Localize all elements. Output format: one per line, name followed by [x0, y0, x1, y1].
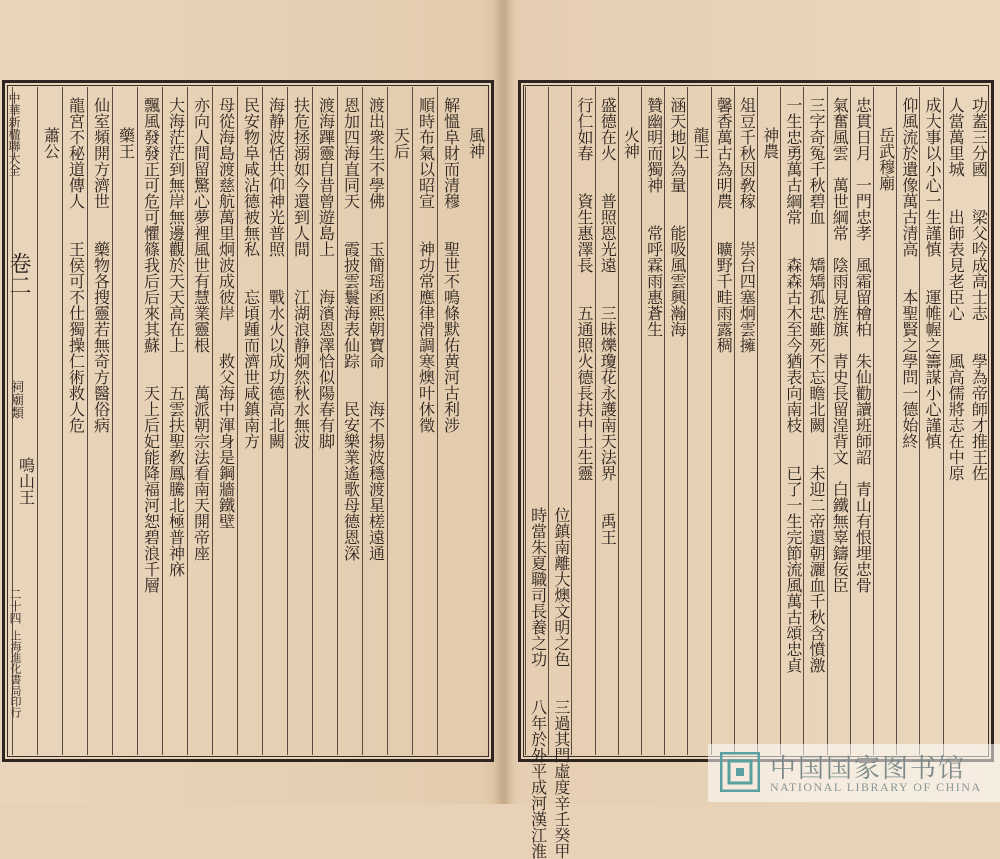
left-column-text: 飄風發發正可危可懼篠我后后來其蘇 天上后妃能降福河恕碧浪千層 [141, 97, 161, 593]
right-column [525, 87, 548, 859]
left-column-text: 大海茫茫到無岸無邊觀於天天高在上 五雲扶聖敎鳳騰北極普神庥 [166, 97, 186, 577]
spine-section: 祠廟類 [8, 380, 23, 419]
right-column-text: 俎豆千秋因敎稼 崇台四塞炯雲擁 [737, 97, 757, 353]
watermark-chinese: 中国国家图书馆 [770, 754, 967, 784]
left-column-text: 藥王 [116, 127, 136, 159]
left-column-text: 鳴山王 [16, 457, 36, 505]
right-column [687, 87, 710, 755]
left-column [287, 87, 312, 755]
left-column-text: 扶危拯溺如今還到人間 江湖浪静炯然秋水無波 [291, 97, 311, 449]
right-column-text: 龍王 [691, 127, 711, 159]
left-column-text: 海静波恬共仰神光普照 戰水火以成功德高北闕 [266, 97, 286, 449]
right-column-text: 成大事以小心一生謹慎 運帷幄之籌謀小心謹慎 [923, 97, 943, 449]
left-column-text: 風神 [466, 127, 486, 159]
right-column-text: 贊幽明而獨神 常呼霖雨惠蒼生 [644, 97, 664, 337]
right-column-text: 氣奮風雲 萬世綱常 陰雨見旌旗 青史長留湟背文 白鐵無辜鑄佞臣 [830, 97, 850, 593]
right-column [641, 87, 664, 755]
right-column [827, 87, 850, 755]
left-column [212, 87, 237, 755]
right-column [734, 87, 757, 755]
watermark-english: NATIONAL LIBRARY OF CHINA [770, 780, 982, 794]
right-column-text: 一生忠勇萬古綱常 森森古木至今猶表向南枝 已了一生完節流風萬古頌忠貞 [783, 97, 803, 673]
right-column [896, 87, 919, 755]
left-column [262, 87, 287, 755]
left-column [62, 87, 87, 755]
right-column-text: 時當朱夏職司長養之功 八年於外平成河漢江淮 [528, 507, 548, 859]
right-column-text: 盛德在火 普照恩光遠 三昧爍瓊花永護南天法界 禹王 [598, 97, 618, 545]
right-column-text: 人當萬里城 出師表見老臣心 風高儒將志在中原 [946, 97, 966, 481]
left-column [112, 87, 137, 755]
left-column [337, 87, 362, 755]
left-column-text: 渡出衆生不學佛 玉簡瑶函熙朝寶命 海不揚波穩渡星槎遠通 [366, 97, 386, 561]
right-column-text: 馨香萬古為明農 曠野千畦雨露稠 [714, 97, 734, 353]
right-column [780, 87, 803, 755]
left-column-text: 仙室頻開方濟世 藥物各搜靈若無奇方醫俗病 [91, 97, 111, 433]
left-column [137, 87, 162, 755]
right-column [850, 87, 873, 755]
left-column [387, 87, 412, 755]
left-column-text: 渡海蹕靈自昔曾遊島上 海濱恩澤恰似陽春有脚 [316, 97, 336, 449]
left-column [412, 87, 437, 755]
right-column [711, 87, 734, 755]
right-column-text: 神農 [760, 127, 780, 159]
library-logo-icon [720, 752, 760, 792]
left-page-frame [2, 80, 494, 762]
spine-series-title: 中華新楹聯大全 [7, 92, 21, 176]
left-column-text: 解慍阜財而清穆 聖世不鳴條默佑黄河古利涉 [441, 97, 461, 433]
right-column [664, 87, 687, 755]
spine-volume: 卷二 [6, 252, 31, 296]
left-column-text: 母從海島渡慈航萬里炯波成彼岸 救父海中渾身是鋼牆鐵壁 [216, 97, 236, 529]
right-column-text: 仰風流於遺像萬古清高 本聖賢之學問一德始終 [899, 97, 919, 449]
left-column-text: 天后 [391, 127, 411, 159]
left-column-text: 龍宮不秘道傳人 王侯可不仕獨操仁術救人危 [66, 97, 86, 433]
library-watermark [708, 744, 1000, 802]
right-column [595, 87, 618, 755]
right-column [803, 87, 826, 755]
left-column-text: 恩加四海直同天 霞披雲鬟海表仙踪 民安樂業遙歌母德恩深 [341, 97, 361, 561]
left-column [437, 87, 462, 755]
left-page [0, 0, 496, 804]
spine-publisher: 上海進化書局印行 [9, 630, 22, 718]
left-column [312, 87, 337, 755]
spine-page-number: 二十四 [8, 588, 22, 624]
right-column-text: 火神 [621, 127, 641, 159]
right-column-text: 三字奇冤千秋碧血 矯矯孤忠雖死不忘瞻北闕 未迎二帝還朝灑血千秋含憤激 [807, 97, 827, 673]
left-column-text: 亦向人間留驚心夢裡風世有慧業靈根 萬派朝宗法看南天開帝座 [191, 97, 211, 561]
left-column [463, 87, 487, 755]
right-column [548, 87, 571, 859]
right-column [919, 87, 942, 755]
right-column-text: 涵天地以為量 能吸風雲興瀚海 [667, 97, 687, 337]
right-column [943, 87, 966, 755]
left-column [237, 87, 262, 755]
right-column [757, 87, 780, 755]
right-column [618, 87, 641, 755]
left-column-text: 蕭公 [41, 127, 61, 159]
left-column [362, 87, 387, 755]
right-column [967, 87, 989, 755]
left-column-text: 順時布氣以昭宣 神功常應律滑調寒燠叶休徵 [416, 97, 436, 433]
left-column [162, 87, 187, 755]
right-column-text: 位鎮南離大燠文明之色 三過其門虛度辛壬癸甲 [551, 507, 571, 859]
left-column [87, 87, 112, 755]
left-column-text: 民安物阜咸沾德被無私 忘頃踵而濟世咸鎮南方 [241, 97, 261, 449]
right-column [571, 87, 594, 755]
right-column [873, 87, 896, 755]
left-column [187, 87, 212, 755]
right-column-text: 行仁如春 資生惠澤長 五通照火德長扶中土生靈 [575, 97, 595, 481]
right-column-text: 功蓋三分國 梁父吟成高士志 學為帝師才推王佐 [969, 97, 989, 481]
left-column [37, 87, 62, 755]
right-column-text: 岳武穆廟 [876, 127, 896, 191]
right-page [512, 0, 1000, 859]
book-gutter [494, 0, 514, 804]
right-column-text: 忠貫日月 一門忠孝 風霜留檜柏 朱仙勸讀班師詔 青山有恨埋忠骨 [853, 97, 873, 593]
